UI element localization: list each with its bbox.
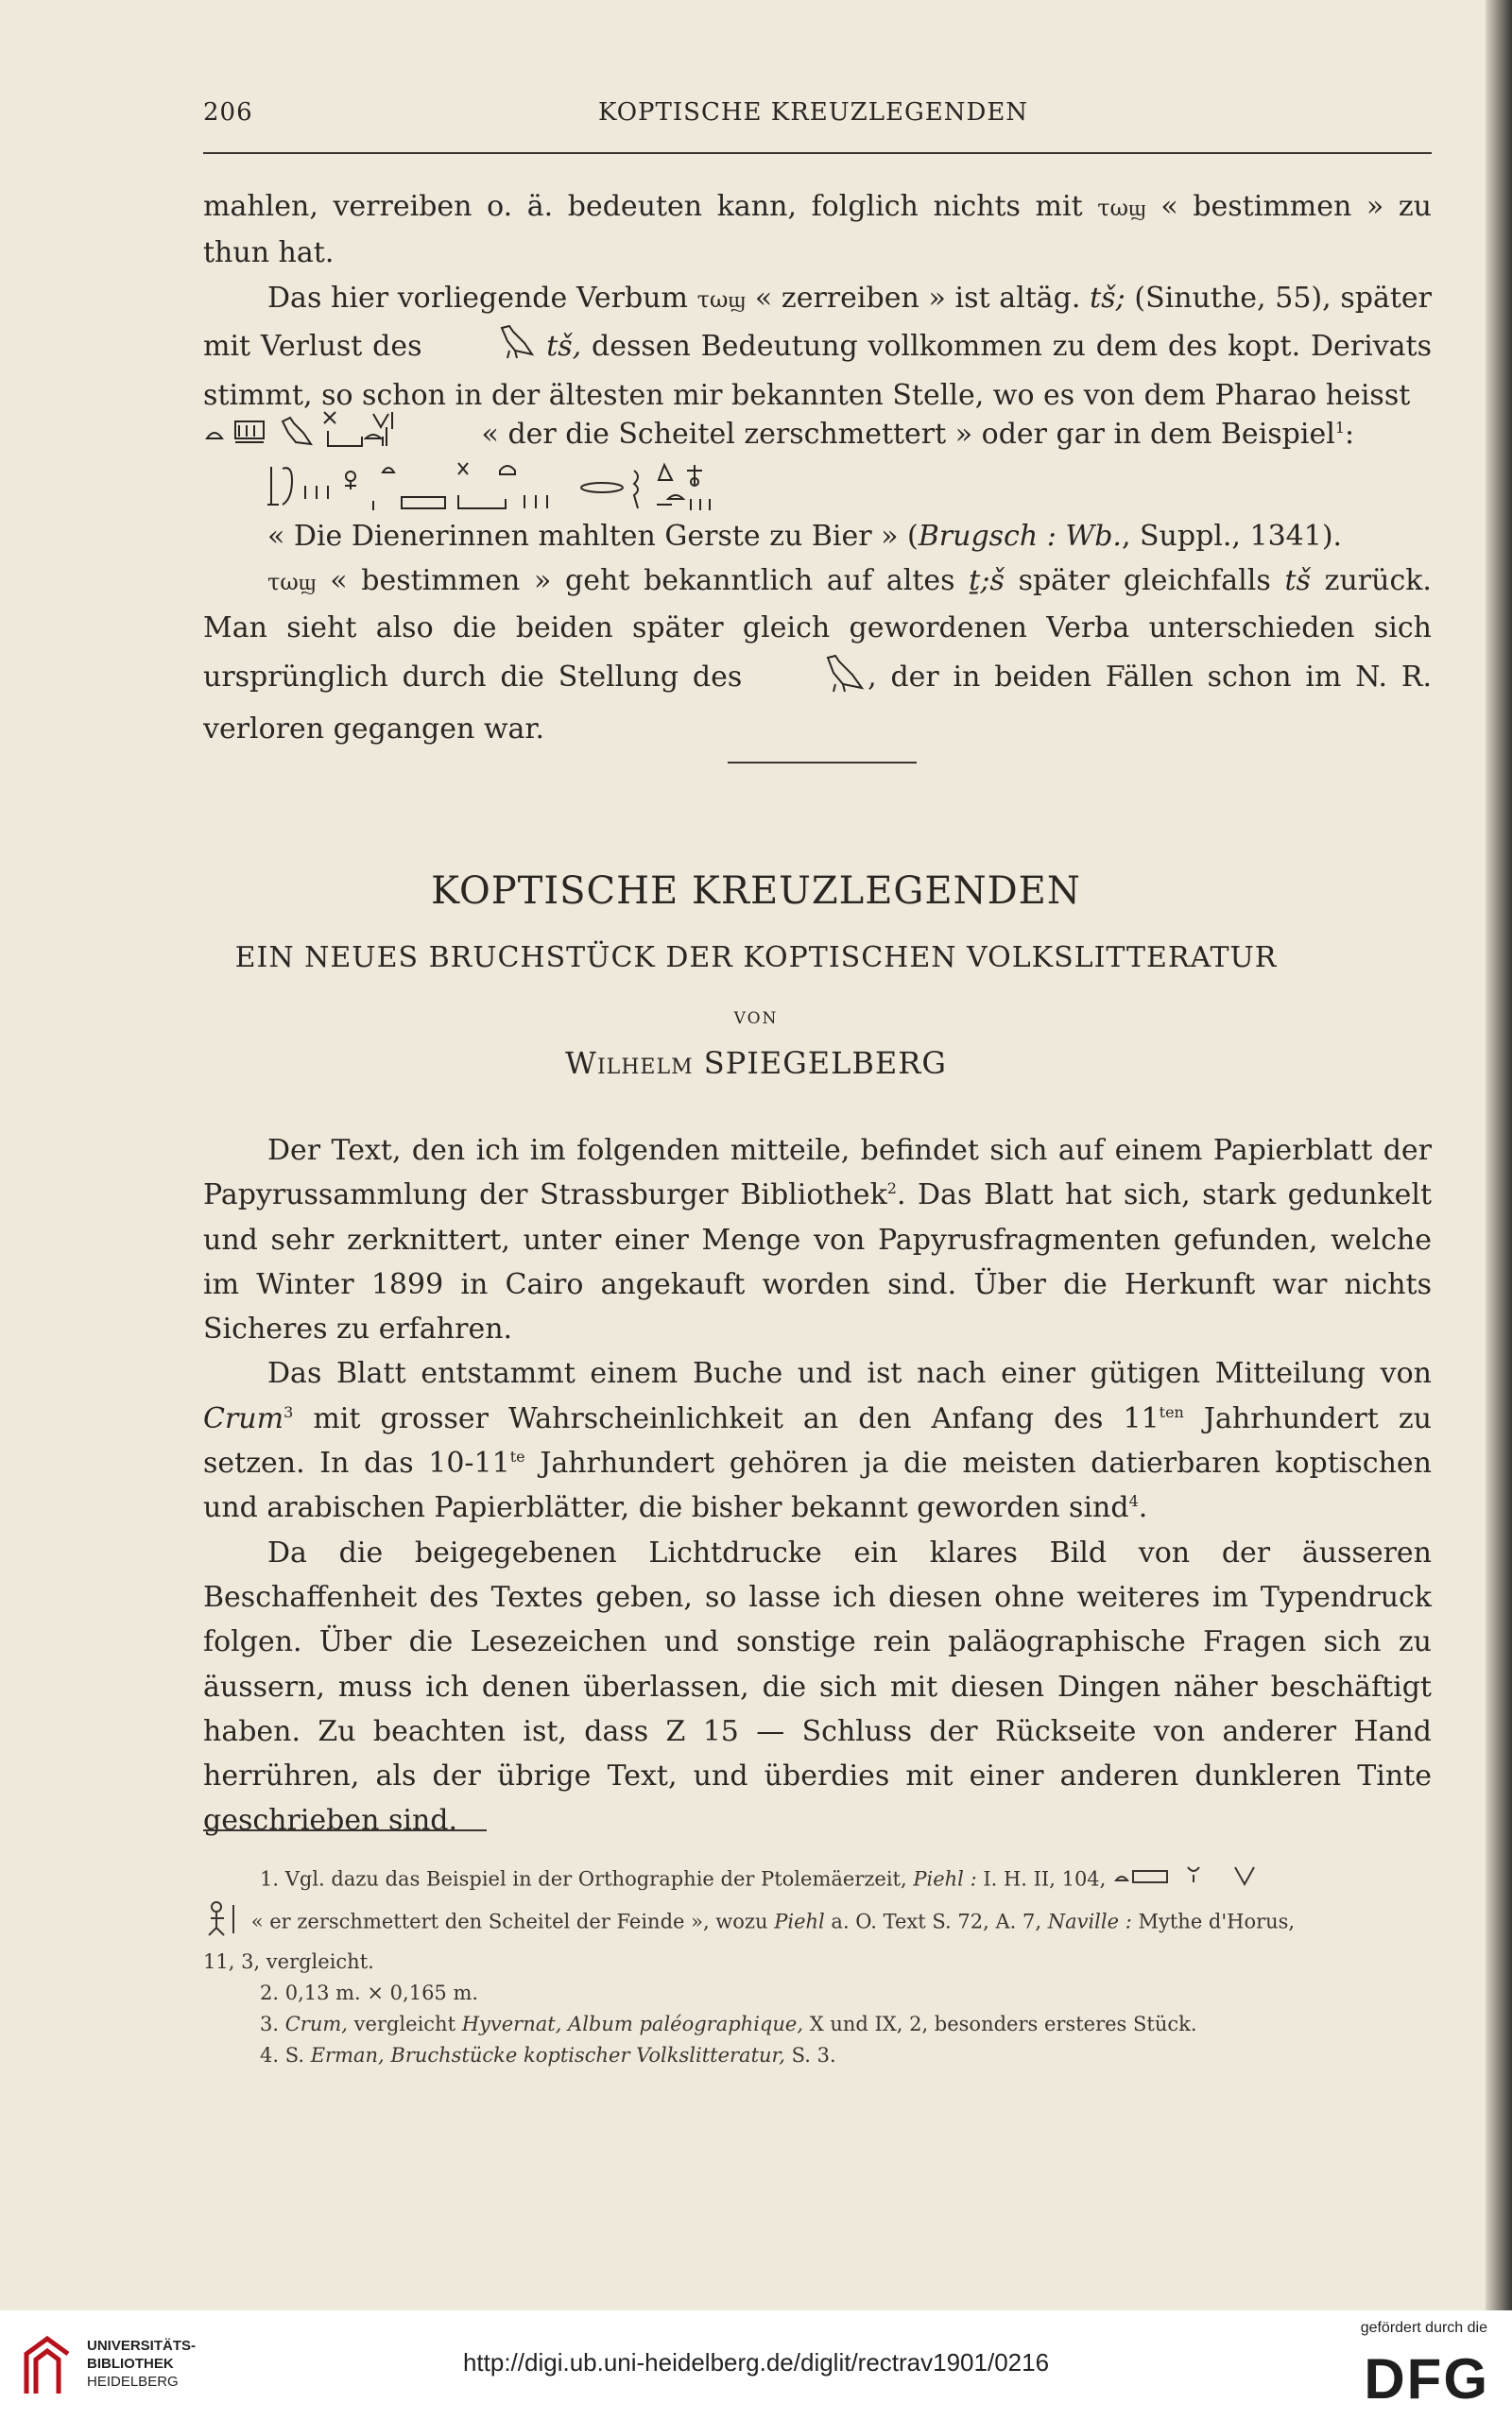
- page-number: 206: [203, 98, 253, 127]
- hieroglyph-line-2: [203, 457, 1432, 516]
- article-separator: [728, 762, 917, 764]
- university-library-name: UNIVERSITÄTS- BIBLIOTHEK HEIDELBERG: [87, 2338, 197, 2390]
- hieroglyph-example-icon: [260, 457, 827, 522]
- hieroglyph-footnote-icon: [1112, 1862, 1301, 1899]
- prev-paragraph-1: mahlen, verreiben o. ä. bedeuten kann, folglich nichts mit τωϣ « bestimmen » zu thun hat.: [203, 190, 1432, 270]
- article-title: KOPTISCHE KREUZLEGENDEN: [431, 869, 1081, 913]
- article-paragraph-1: Der Text, den ich im folgenden mitteile, befindet sich auf einem Papierblatt der Papyrussammlung der Strassburger Bibliothek$^2$. Das Blatt hat sich, stark gedunkelt und sehr zerknittert, unter einer Menge von Papyrusfragmenten gefunden, welche im Winter 1899 in Cairo angekauft worden sind. Über die Herkunft war nichts Sicheres zu erfahren.: [203, 1134, 1432, 1347]
- footnote-3: 3. Crum, vergleicht Hyvernat, Album paléographique, X und IX, 2, besonders ersteres Stück.: [260, 2013, 1197, 2035]
- footnote-1-cont: « er zerschmettert den Scheitel der Feinde », wozu Piehl a. O. Text S. 72, A. 7, Naville : Mythe d'Horus,: [203, 1899, 1432, 1947]
- hieroglyph-figure-icon: [203, 1899, 245, 1947]
- footnote-separator: [203, 1829, 487, 1831]
- dfg-logo: DFG: [1364, 2347, 1489, 2411]
- hieroglyph-bird-icon: [756, 650, 868, 707]
- footnote-1: 1. Vgl. dazu das Beispiel in der Orthographie der Ptolemäerzeit, Piehl : I. H. II, 104,: [203, 1862, 1432, 1899]
- prev-paragraph-3: « Die Dienerinnen mahlten Gerste zu Bier » (Brugsch : Wb., Suppl., 1341).: [267, 520, 1343, 553]
- page-edge-shadow: [1486, 0, 1512, 2310]
- prev-paragraph-4: τωϣ « bestimmen » geht bekanntlich auf altes ṯ;š später gleichfalls tš zurück. Man sieht also die beiden später gleich gewordenen Verba unterschieden sich ursprünglich durch die Stellung des , der in beiden Fällen schon im N. R. verloren gegangen war.: [203, 564, 1432, 747]
- article-paragraph-2: Das Blatt entstammt einem Buche und ist nach einer gütigen Mitteilung von Crum$^3$ mit grosser Wahrscheinlichkeit an den Anfang des $11^{ten}$ Jahrhundert zu setzen. In das $10-11^{te}$ Jahrhundert gehören ja die meisten datierbaren koptischen und arabischen Papierblätter, die bisher bekannt geworden sind$^4$.: [203, 1357, 1432, 1525]
- footnote-2: 2. 0,13 m. × 0,165 m.: [260, 1982, 479, 2004]
- prev-article-body-2: [203, 514, 1432, 751]
- footnotes: [203, 1862, 1432, 2071]
- byline-von: VON: [733, 1009, 779, 1028]
- footnote-4: 4. S. Erman, Bruchstücke koptischer Volkslitteratur, S. 3.: [260, 2044, 836, 2067]
- article-paragraph-3: Da die beigegebenen Lichtdrucke ein klares Bild von der äusseren Beschaffenheit des Textes geben, so lasse ich diesen ohne weiteres im Typendruck folgen. Über die Lesezeichen und sonstige rein paläographische Fragen sich zu äussern, muss ich denen überlassen, die sich mit diesen Dingen näher beschäftigt haben. Zu beachten ist, dass Z 15 — Schluss der Rückseite von anderer Hand herrühren, als der übrige Text, und überdies mit einer anderen dunkleren Tinte geschrieben sind.: [203, 1536, 1432, 1838]
- hieroglyph-bird-icon: [432, 322, 536, 373]
- prev-paragraph-2: Das hier vorliegende Verbum τωϣ « zerreiben » ist altäg. tš; (Sinuthe, 55), später mit Verlust des tš, dessen Bedeutung vollkommen zu dem des kopt. Derivats stimmt, so schon in der ältesten mir bekannten Stelle, wo es von dem Pharao heisst: [203, 281, 1433, 413]
- running-header: [203, 98, 1432, 136]
- prev-article-body: [203, 184, 1432, 418]
- funding-label: gefördert durch die: [1360, 2320, 1487, 2336]
- hieroglyph-line-1: « der die Scheitel zerschmettert » oder gar in dem Beispiel$^1$:: [203, 408, 1432, 455]
- digitization-footer: [0, 2310, 1512, 2420]
- footnote-1-end: 11, 3, vergleicht.: [203, 1950, 374, 1973]
- article-subtitle: EIN NEUES BRUCHSTÜCK DER KOPTISCHEN VOLKSLITTERATUR: [234, 941, 1278, 974]
- article-body: [203, 1128, 1432, 1844]
- running-title: KOPTISCHE KREUZLEGENDEN: [598, 98, 1029, 127]
- header-rule: [203, 152, 1432, 154]
- article-author: Wilhelm SPIEGELBERG: [565, 1045, 947, 1081]
- source-url-link[interactable]: http://digi.ub.uni-heidelberg.de/diglit/rectrav1901/0216: [462, 2348, 1050, 2377]
- hieroglyph-group-icon: [203, 408, 472, 463]
